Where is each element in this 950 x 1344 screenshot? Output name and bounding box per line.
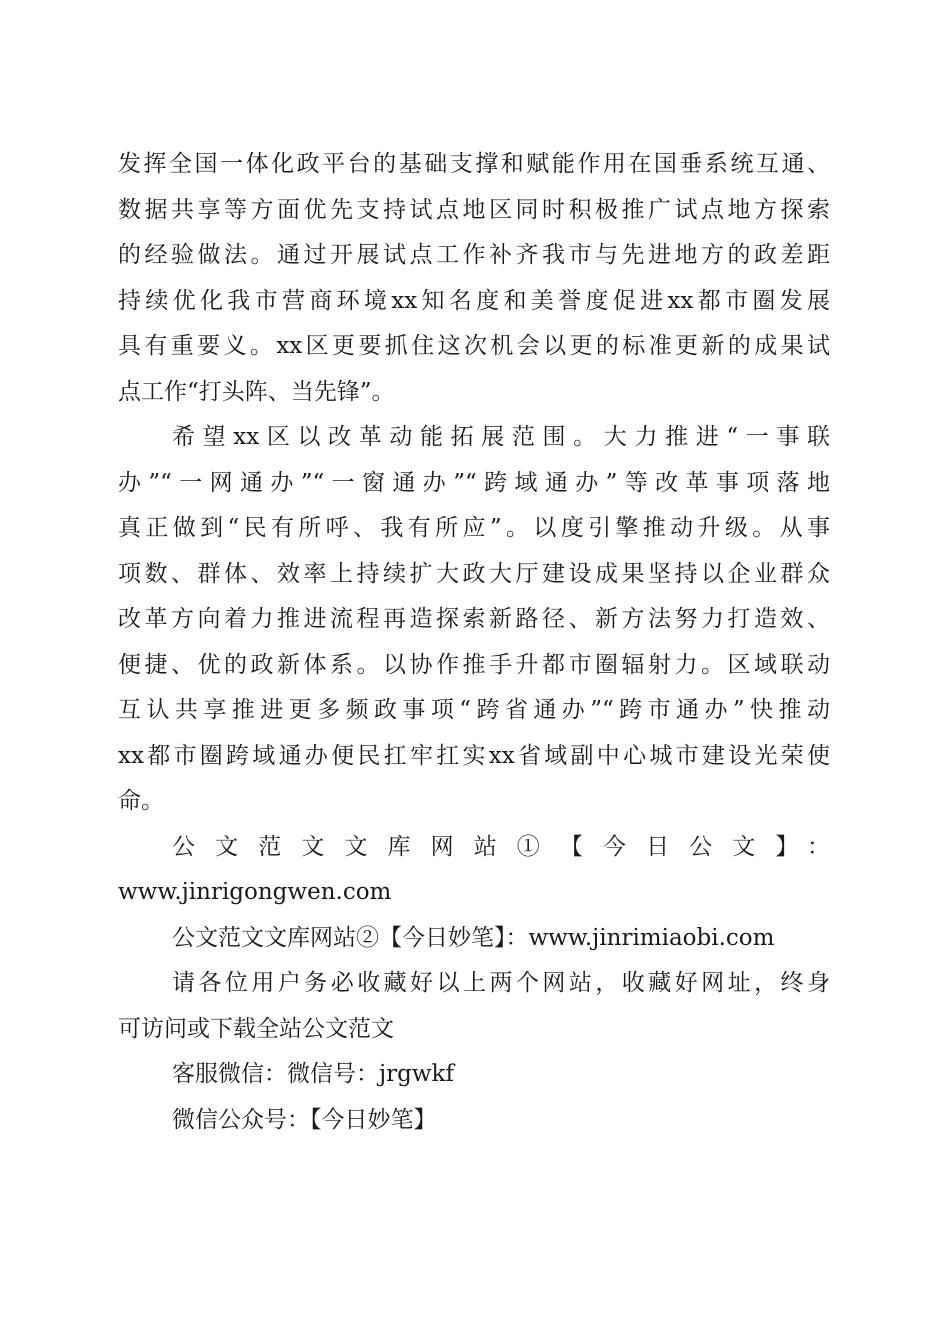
text-line: 改革方向着力推进流程再造探索新路径、新方法努力打造效、 xyxy=(118,606,830,632)
wechat-account-line: 微信公众号：【今日妙笔】 xyxy=(172,1106,437,1133)
text-line: 请各位用户务必收藏好以上两个网站，收藏好网址，终身 xyxy=(172,970,830,996)
text-line: 命。 xyxy=(118,788,164,814)
text-line: 具有重要义。xx区更要抓住这次机会以更的标准更新的成果试 xyxy=(118,333,830,359)
text-line: 的经验做法。通过开展试点工作补齐我市与先进地方的政差距 xyxy=(118,242,830,268)
website-1-paragraph xyxy=(118,825,830,916)
website-2-line[interactable]: 公文范文文库网站②【今日妙笔】：www.jinrimiaobi.com xyxy=(172,924,775,951)
wechat-id-line: 客服微信：微信号：jrgwkf xyxy=(172,1061,454,1087)
text-line: 办”“一网通办”“一窗通办”“跨域通办”等改革事项落地 xyxy=(118,469,830,496)
customer-service xyxy=(118,1052,830,1098)
text-line: 数据共享等方面优先支持试点地区同时积极推广试点地方探索 xyxy=(118,196,830,223)
text-line: xx都市圈跨域通办便民扛牢扛实xx省域副中心城市建设光荣使 xyxy=(118,742,830,769)
official-account xyxy=(118,1098,830,1144)
document-page xyxy=(118,142,830,1143)
paragraph-2 xyxy=(118,415,830,825)
website-1-label: 公文范文文库网站①【今日公文】： xyxy=(172,833,830,860)
text-line: 便捷、优的政新体系。以协作推手升都市圈辐射力。区域联动 xyxy=(118,651,830,678)
text-line: 可访问或下载全站公文范文 xyxy=(118,1015,394,1042)
text-line: 真正做到“民有所呼、我有所应”。以度引擎推动升级。从事 xyxy=(118,515,830,541)
text-line: 发挥全国一体化政平台的基础支撑和赋能作用在国垂系统互通、 xyxy=(118,151,830,177)
paragraph-1 xyxy=(118,142,830,415)
text-line: 点工作“打头阵、当先锋”。 xyxy=(118,378,395,405)
text-line: 持续优化我市营商环境xx知名度和美誉度促进xx都市圈发展 xyxy=(118,287,830,314)
website-1-url[interactable]: www.jinrigongwen.com xyxy=(118,879,392,905)
website-2-paragraph xyxy=(118,916,830,962)
text-line: 互认共享推进更多频政事项“跨省通办”“跨市通办”快推动 xyxy=(118,697,830,723)
text-line: 项数、群体、效率上持续扩大政大厅建设成果坚持以企业群众 xyxy=(118,560,830,587)
bookmark-notice xyxy=(118,961,830,1052)
text-line: 希望xx区以改革动能拓展范围。大力推进“一事联 xyxy=(172,424,830,450)
